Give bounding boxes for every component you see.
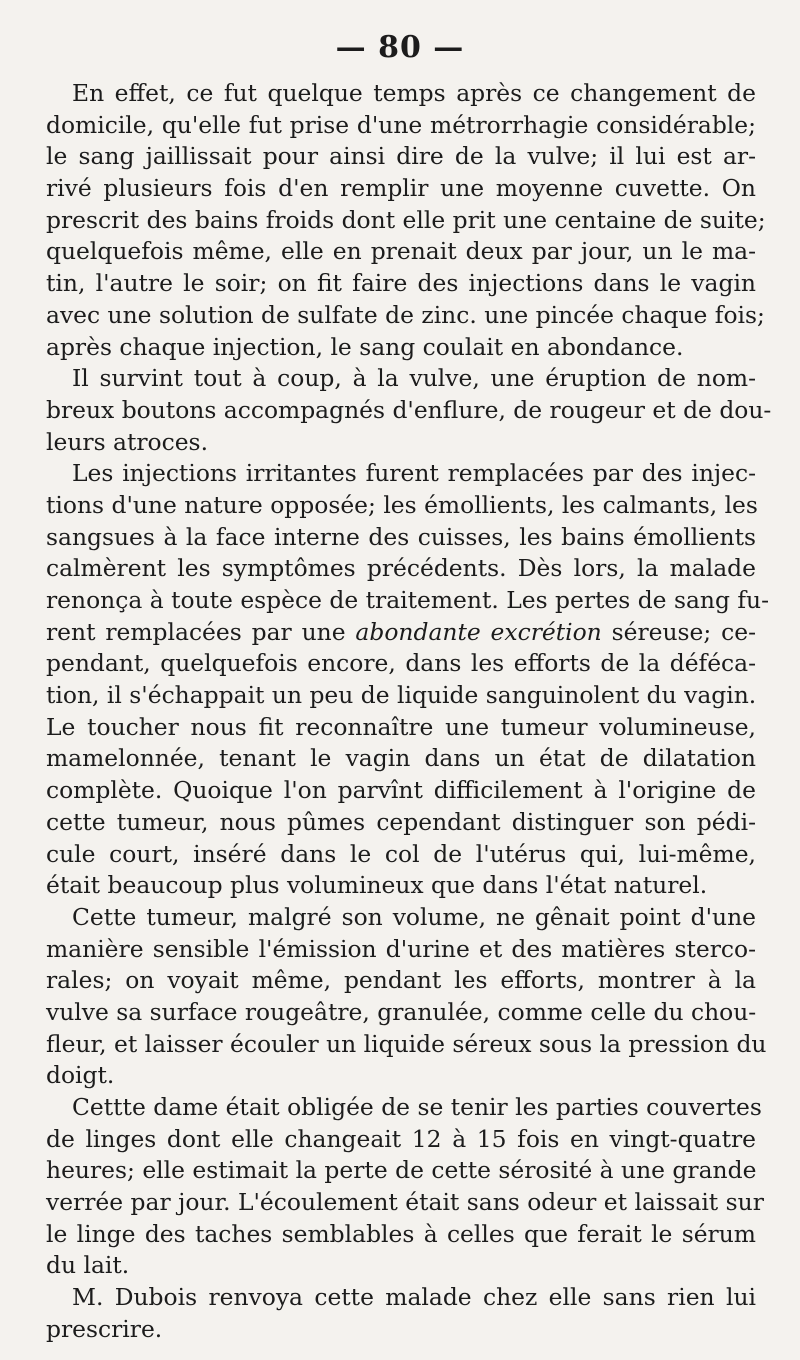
paragraph — [46, 1282, 756, 1345]
text-line: le sang jaillissait pour ainsi dire de la vulve; il lui est ar- — [46, 142, 756, 171]
text-line: après chaque injection, le sang coulait en abondance. — [46, 332, 684, 361]
text-line: vulve sa surface rougeâtre, granulée, comme celle du chou- — [46, 997, 757, 1026]
text-line: rivé plusieurs fois d'en remplir une moyenne cuvette. On — [46, 174, 756, 203]
text-line: le linge des taches semblables à celles que ferait le sérum — [46, 1219, 756, 1248]
text-line: tions d'une nature opposée; les émollients, les calmants, les — [46, 490, 758, 519]
text-line: pendant, quelquefois encore, dans les efforts de la défécа- — [46, 649, 756, 678]
text-line: du lait. — [46, 1251, 130, 1280]
paragraph — [46, 363, 772, 458]
text-line: leurs atroces. — [46, 427, 208, 456]
text-line: manière sensible l'émission d'urine et des matières sterco- — [46, 934, 756, 963]
text-line: renonça à toute espèce de traitement. Les pertes de sang fu- — [46, 586, 770, 614]
paragraph — [46, 78, 766, 363]
text-line: tin, l'autre le soir; on fit faire des injections dans le vagin — [46, 269, 756, 298]
text-line: En effet, ce fut quelque temps après ce changement de — [72, 79, 756, 107]
page-number: — 80 — — [335, 30, 465, 65]
text-line: complète. Quoique l'on parvînt difficilement à l'origine de — [46, 776, 756, 805]
text-line: prescrit des bains froids dont elle prit une centaine de suite; — [46, 205, 766, 234]
text-line: Cettte dame était obligée de se tenir les parties couvertes — [72, 1093, 762, 1121]
text-line: Le toucher nous fit reconnaître une tumeur volumineuse, — [46, 712, 756, 741]
text-line: calmèrent les symptômes précédents. Dès lors, la malade — [46, 554, 756, 583]
text-line: mamelonnée, tenant le vagin dans un état de dilatation — [46, 744, 756, 773]
italic-phrase: abondante excrétion — [355, 617, 602, 646]
text-line: M. Dubois renvoya cette malade chez elle sans rien lui — [72, 1283, 756, 1312]
text-line: Les injections irritantes furent remplacées par des injec- — [72, 459, 756, 488]
text-line: avec une solution de sulfate de zinc. une pincée chaque fois; — [46, 300, 765, 329]
text-line: de linges dont elle changeait 12 à 15 fois en vingt-quatre — [46, 1124, 756, 1153]
paragraph — [46, 1092, 764, 1282]
text-line: fleur, et laisser écouler un liquide séreux sous la pression du — [46, 1029, 767, 1058]
body-text — [46, 78, 772, 1346]
text-line: heures; elle estimait la perte de cette sérosité à une grande — [46, 1156, 757, 1185]
text-line: domicile, qu'elle fut prise d'une métrorrhagie considérable; — [46, 110, 756, 139]
text-line: verrée par jour. L'écoulement était sans odeur et laissait sur — [46, 1188, 764, 1217]
text-line: cule court, inséré dans le col de l'utérus qui, lui-même, — [46, 839, 756, 868]
text-line: Il survint tout à coup, à la vulve, une éruption de nom- — [72, 364, 756, 393]
text-line: Cette tumeur, malgré son volume, ne gênait point d'une — [72, 902, 756, 931]
text-line: rales; on voyait même, pendant les efforts, montrer à la — [46, 966, 756, 995]
text-line: était beaucoup plus volumineux que dans l'état naturel. — [46, 871, 708, 900]
text-line: tion, il s'échappait un peu de liquide sanguinolent du vagin. — [46, 681, 757, 710]
paragraph — [46, 902, 767, 1092]
text-line: sangsues à la face interne des cuisses, les bains émollients — [46, 522, 756, 551]
text-line: cette tumeur, nous pûmes cependant distinguer son pédi- — [46, 807, 756, 836]
text-line: breux boutons accompagnés d'enflure, de rougeur et de dou- — [46, 395, 772, 424]
paragraph — [46, 458, 770, 902]
text-line: doigt. — [46, 1061, 115, 1090]
text-line: prescrire. — [46, 1314, 163, 1343]
text-line: rent remplacées par une abondante excrétion séreuse; ce- — [46, 617, 756, 646]
text-line: quelquefois même, elle en prenait deux par jour, un le ma- — [46, 237, 756, 266]
